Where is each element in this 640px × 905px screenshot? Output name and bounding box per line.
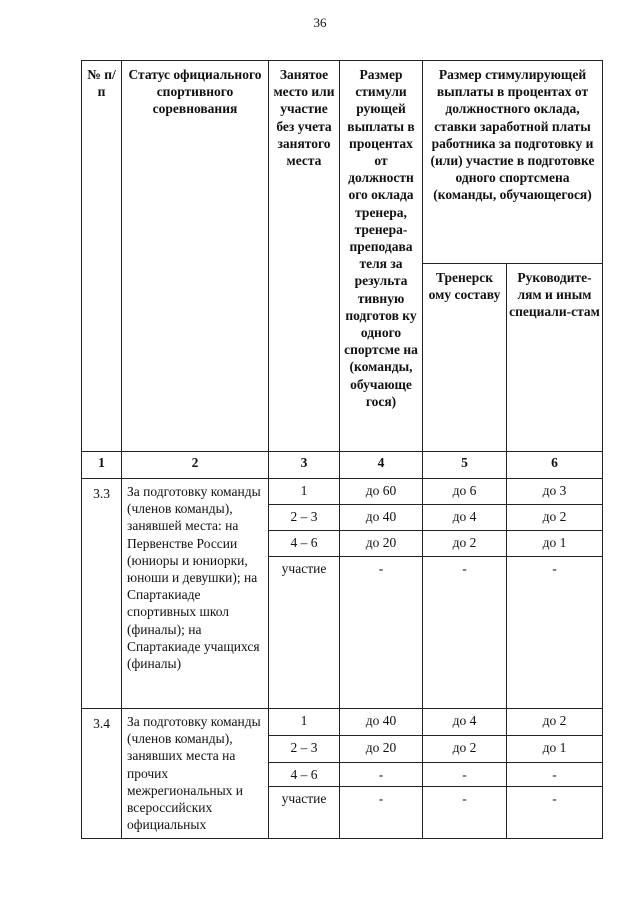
place-cell: 4 – 6: [269, 531, 340, 557]
place-cell: участие: [269, 787, 340, 839]
trainers-payment-cell: до 4: [423, 709, 507, 736]
stimulus-payment-table: [81, 60, 603, 839]
coach-payment-cell: до 20: [340, 736, 423, 763]
coach-payment-cell: -: [340, 763, 423, 787]
place-cell: 1: [269, 709, 340, 736]
header-coach-payment: Размер стимули рующей выплаты в процентах от должностн ого оклада тренера, тренера-преподава теля за результа тивную подготов ку одного спортсме на (команды, обучающе гося): [340, 61, 423, 452]
header-num: № п/п: [82, 61, 122, 452]
managers-payment-cell: -: [507, 787, 603, 839]
managers-payment-cell: до 2: [507, 505, 603, 531]
competition-status: За подготовку команды (членов команды), занявшей места: на Первенстве России (юниоры и юниорки, юноши и девушки); на Спартакиаде спортивных школ (финалы); на Спартакиаде учащихся (финалы): [122, 479, 269, 709]
competition-status: За подготовку команды (членов команды), занявших места на прочих межрегиональных и всероссийских официальных: [122, 709, 269, 839]
header-managers: Руководите-лям и иным специали-стам: [507, 264, 603, 452]
place-cell: участие: [269, 557, 340, 709]
coach-payment-cell: до 40: [340, 505, 423, 531]
column-number: 2: [122, 452, 269, 479]
header-trainers: Тренерск ому составу: [423, 264, 507, 452]
coach-payment-cell: до 20: [340, 531, 423, 557]
managers-payment-cell: до 1: [507, 736, 603, 763]
row-number: 3.3: [82, 479, 122, 709]
page-number: 36: [313, 15, 327, 30]
managers-payment-cell: -: [507, 763, 603, 787]
column-number: 4: [340, 452, 423, 479]
coach-payment-cell: -: [340, 557, 423, 709]
trainers-payment-cell: до 2: [423, 736, 507, 763]
row-number: 3.4: [82, 709, 122, 839]
column-number: 3: [269, 452, 340, 479]
column-number: 5: [423, 452, 507, 479]
trainers-payment-cell: до 6: [423, 479, 507, 505]
coach-payment-cell: до 60: [340, 479, 423, 505]
managers-payment-cell: до 3: [507, 479, 603, 505]
place-cell: 2 – 3: [269, 505, 340, 531]
table-row: [82, 479, 603, 505]
column-number: 1: [82, 452, 122, 479]
trainers-payment-cell: -: [423, 557, 507, 709]
trainers-payment-cell: до 2: [423, 531, 507, 557]
place-cell: 1: [269, 479, 340, 505]
column-number: 6: [507, 452, 603, 479]
header-place: Занятое место или участие без учета занятого места: [269, 61, 340, 452]
trainers-payment-cell: -: [423, 787, 507, 839]
coach-payment-cell: до 40: [340, 709, 423, 736]
header-status: Статус официального спортивного соревнования: [122, 61, 269, 452]
trainers-payment-cell: до 4: [423, 505, 507, 531]
place-cell: 2 – 3: [269, 736, 340, 763]
managers-payment-cell: до 1: [507, 531, 603, 557]
header-group-payment: Размер стимулирующей выплаты в процентах от должностного оклада, ставки заработной платы работника за подготовку и (или) участие в подготовке одного спортсмена (команды, обучающегося): [423, 61, 603, 264]
coach-payment-cell: -: [340, 787, 423, 839]
managers-payment-cell: -: [507, 557, 603, 709]
managers-payment-cell: до 2: [507, 709, 603, 736]
place-cell: 4 – 6: [269, 763, 340, 787]
trainers-payment-cell: -: [423, 763, 507, 787]
column-number-row: [82, 452, 603, 479]
table-row: [82, 709, 603, 736]
